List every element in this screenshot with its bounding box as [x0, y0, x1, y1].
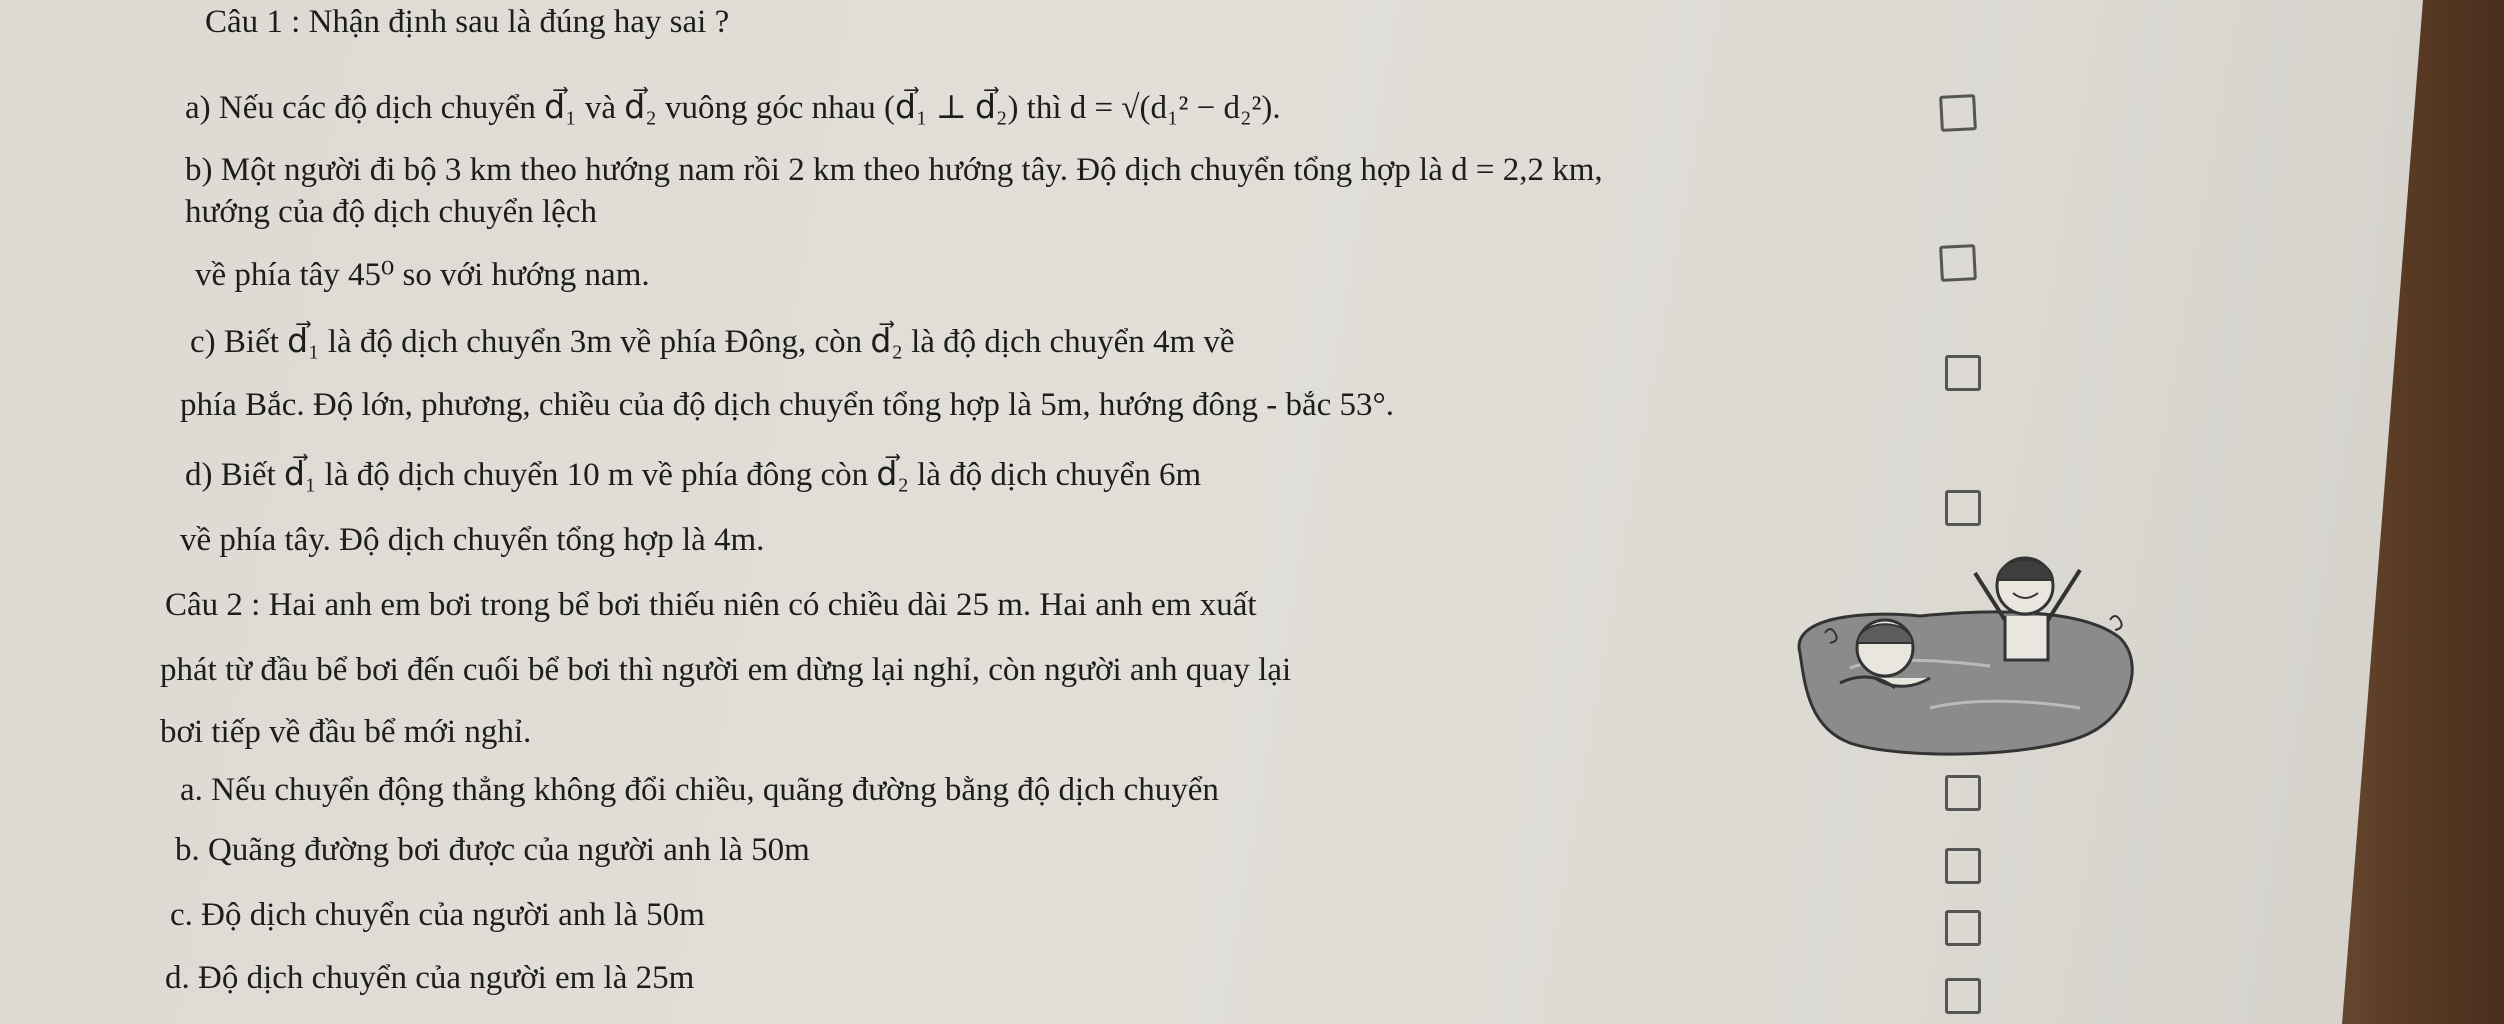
answer-box-q2b[interactable] — [1945, 848, 1981, 884]
answer-box-q1c[interactable] — [1945, 355, 1981, 391]
answer-box-q2c[interactable] — [1945, 910, 1981, 946]
q1-statement-c-line2: phía Bắc. Độ lớn, phương, chiều của độ dịch chuyển tổng hợp là 5m, hướng đông - bắc 53°. — [180, 387, 1394, 423]
q1-statement-d-line2: về phía tây. Độ dịch chuyển tổng hợp là 4m. — [180, 522, 765, 558]
question-2-line3: bơi tiếp về đầu bể mới nghỉ. — [160, 714, 532, 750]
q1-statement-b-line2: hướng của độ dịch chuyển lệch — [185, 194, 597, 230]
q2-statement-c: c. Độ dịch chuyển của người anh là 50m — [170, 897, 705, 933]
q2-statement-a: a. Nếu chuyển động thẳng không đổi chiều, quãng đường bằng độ dịch chuyển — [180, 772, 1219, 808]
q1-statement-a: a) Nếu các độ dịch chuyển d⃗₁ và d⃗₂ vuông góc nhau (d⃗₁ ⊥ d⃗₂) thì d = √(d₁² − d₂²). — [185, 90, 1281, 126]
question-2-line1: Câu 2 : Hai anh em bơi trong bể bơi thiếu niên có chiều dài 25 m. Hai anh em xuất — [165, 587, 1257, 623]
answer-box-q2a[interactable] — [1945, 775, 1981, 811]
answer-box-q2d[interactable] — [1945, 978, 1981, 1014]
q1-statement-b-line3: về phía tây 45⁰ so với hướng nam. — [195, 257, 650, 293]
q1-statement-c-line1: c) Biết d⃗₁ là độ dịch chuyển 3m về phía Đông, còn d⃗₂ là độ dịch chuyển 4m về — [190, 324, 1235, 360]
question-2-line2: phát từ đầu bể bơi đến cuối bể bơi thì người em dừng lại nghỉ, còn người anh quay lại — [160, 652, 1292, 688]
answer-box-q1a[interactable] — [1939, 94, 1977, 132]
q1-statement-d-line1: d) Biết d⃗₁ là độ dịch chuyển 10 m về phía đông còn d⃗₂ là độ dịch chuyển 6m — [185, 457, 1202, 493]
answer-box-q1b[interactable] — [1939, 244, 1977, 282]
q2-statement-d: d. Độ dịch chuyển của người em là 25m — [165, 960, 695, 996]
q1-statement-b-line1: b) Một người đi bộ 3 km theo hướng nam rồi 2 km theo hướng tây. Độ dịch chuyển tổng hợp là d = 2,2 km, — [185, 152, 1603, 188]
swimming-pool-illustration — [1780, 548, 2140, 763]
q2-statement-b: b. Quãng đường bơi được của người anh là 50m — [175, 832, 810, 868]
question-1-title: Câu 1 : Nhận định sau là đúng hay sai ? — [205, 4, 730, 40]
answer-box-q1d[interactable] — [1945, 490, 1981, 526]
